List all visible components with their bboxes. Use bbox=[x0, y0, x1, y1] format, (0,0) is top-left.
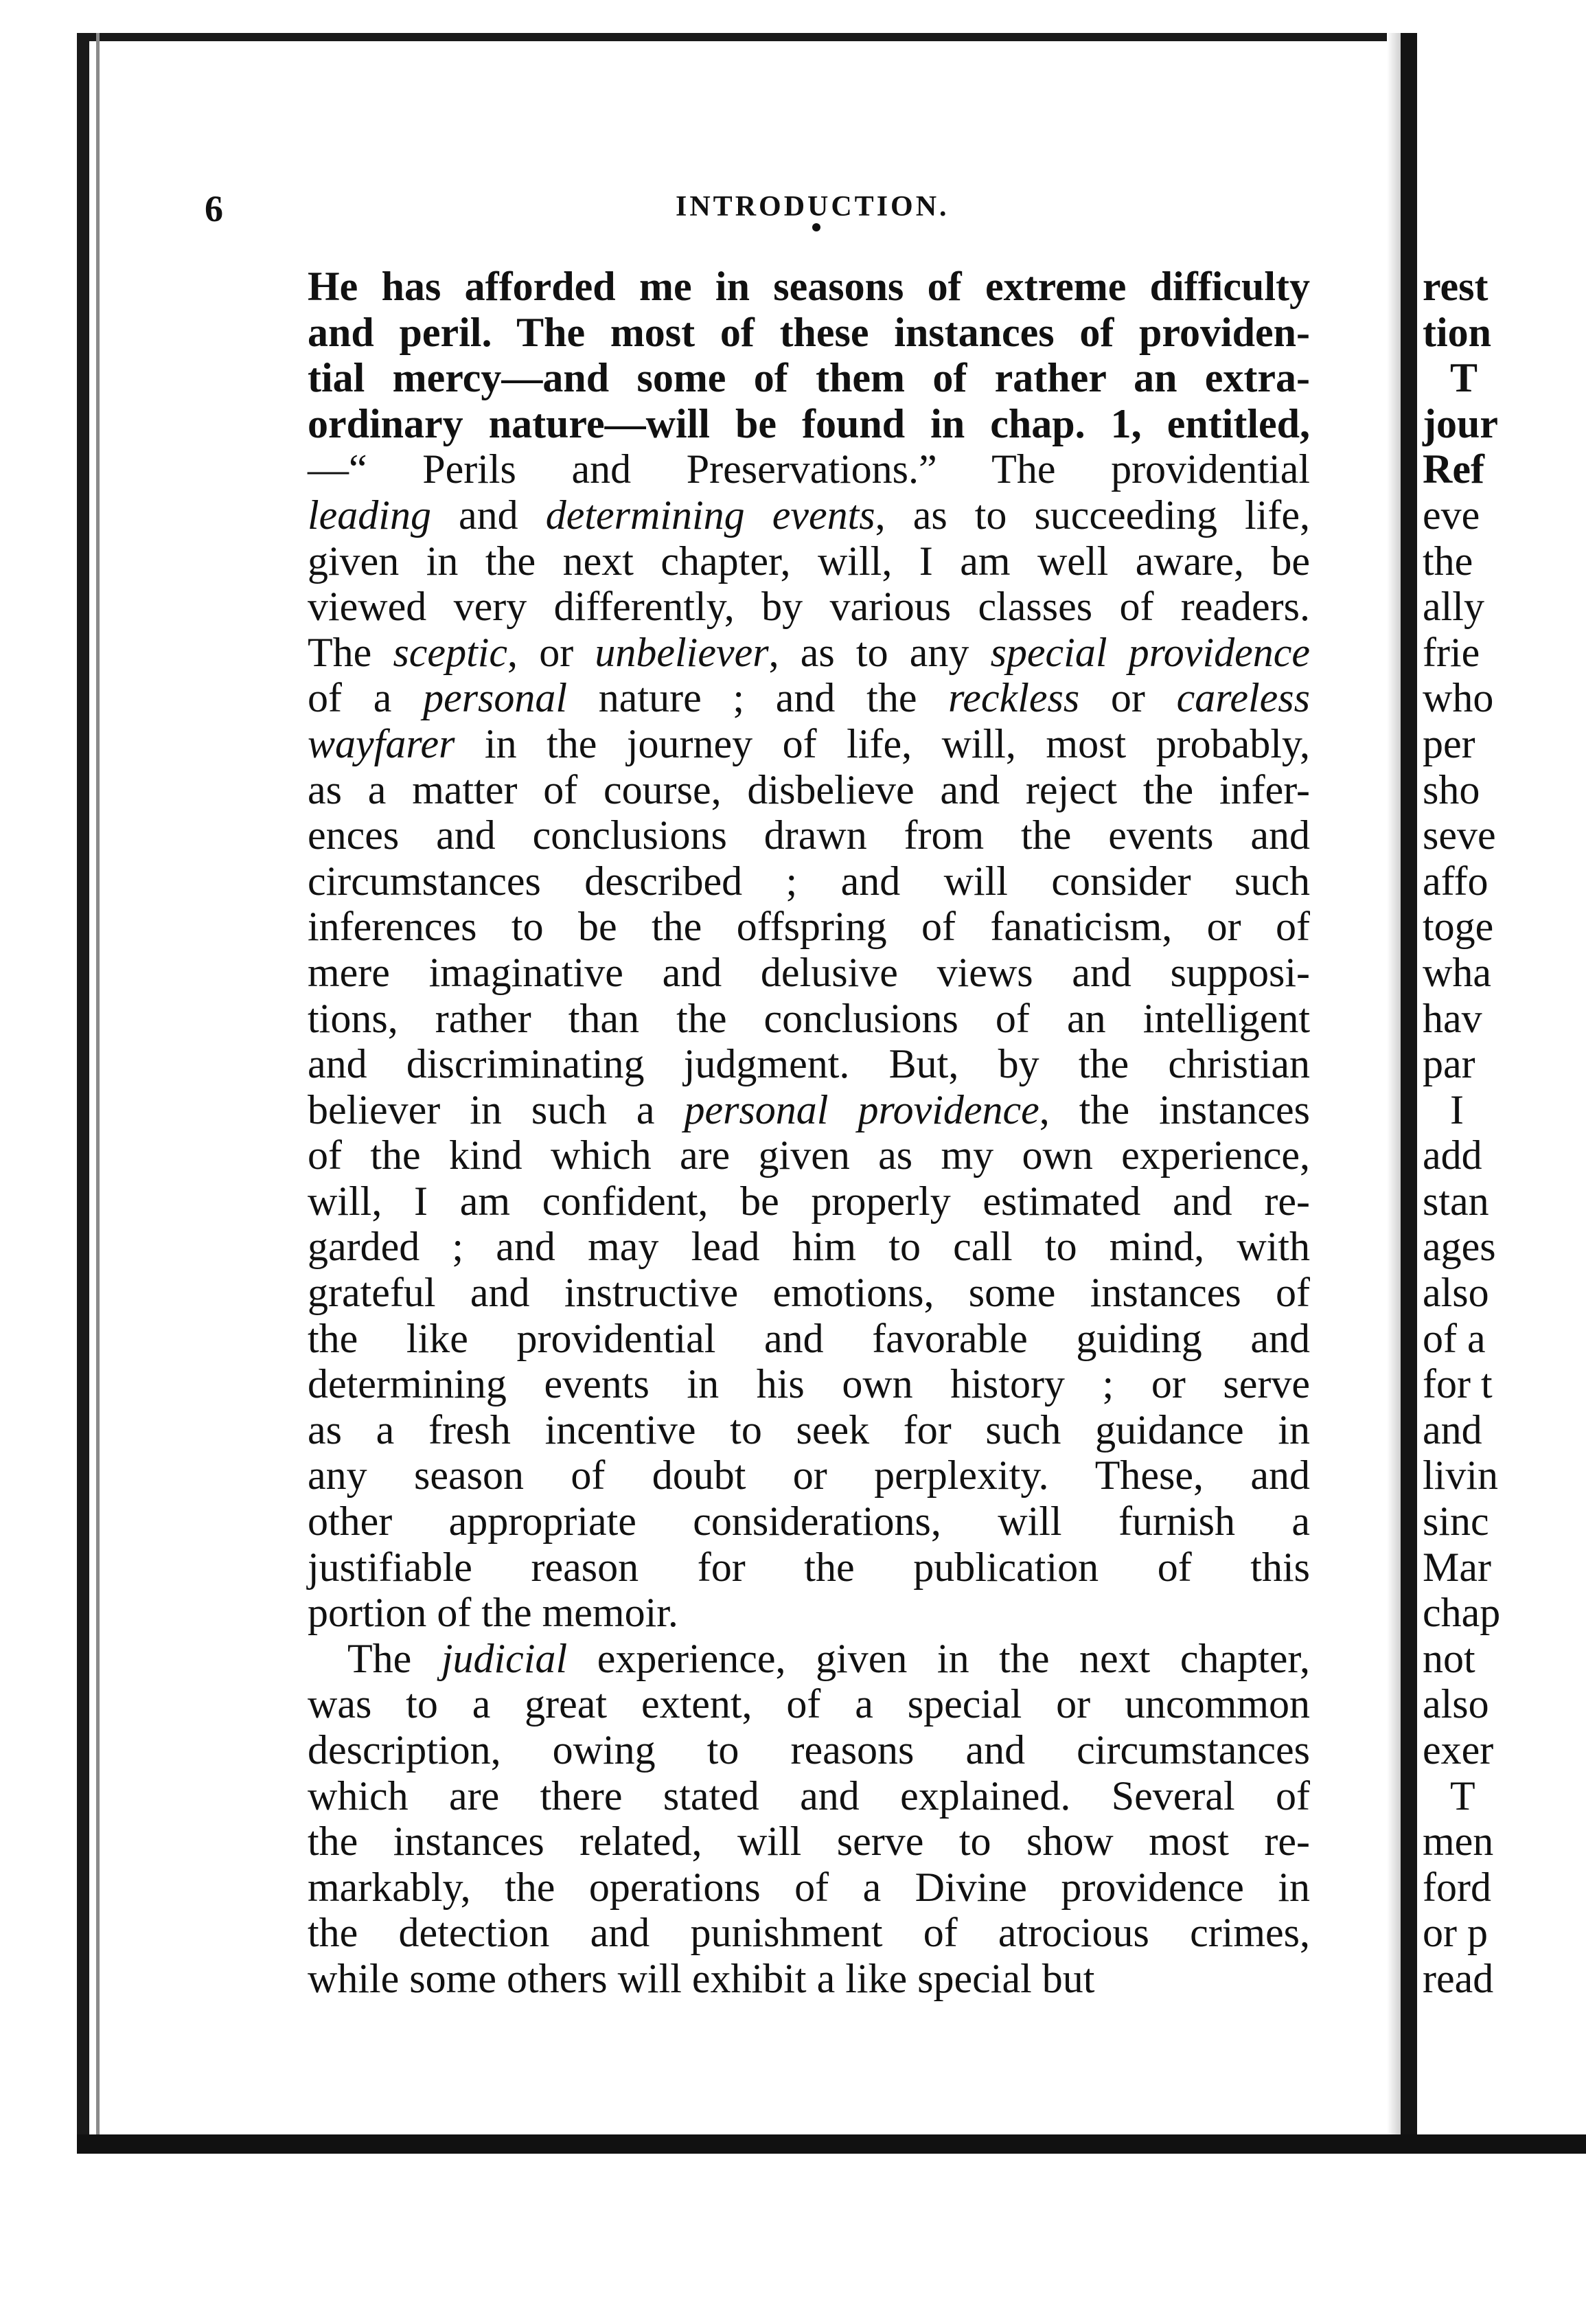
facing-page-fragment: affo bbox=[1423, 858, 1489, 904]
facing-page-fragment: not bbox=[1423, 1635, 1475, 1681]
text-line: grateful and instructive emotions, some instances of bbox=[308, 1270, 1310, 1316]
scan-left-border-edge bbox=[96, 33, 100, 2154]
page-number: 6 bbox=[205, 188, 223, 229]
facing-page-fragment: add bbox=[1423, 1132, 1482, 1178]
facing-page-fragment: hav bbox=[1423, 995, 1482, 1041]
facing-page-fragment: and bbox=[1423, 1406, 1482, 1452]
text-line: the instances related, will serve to show most re- bbox=[308, 1819, 1310, 1865]
text-line: the detection and punishment of atrocious crimes, bbox=[308, 1910, 1310, 1956]
facing-page-fragment: toge bbox=[1423, 904, 1494, 950]
facing-page-fragment: men bbox=[1423, 1819, 1494, 1865]
text-line: ences and conclusions drawn from the events and bbox=[308, 812, 1310, 858]
text-line: wayfarer in the journey of life, will, most probably, bbox=[308, 720, 1310, 766]
text-line: as a fresh incentive to seek for such guidance in bbox=[308, 1406, 1310, 1452]
facing-page-fragment: wha bbox=[1423, 949, 1491, 995]
scan-left-border bbox=[77, 33, 89, 2154]
facing-page-fragment: chap bbox=[1423, 1590, 1501, 1636]
text-line: will, I am confident, be properly estimated and re- bbox=[308, 1178, 1310, 1224]
facing-page-fragment: ally bbox=[1423, 584, 1484, 630]
text-line: portion of the memoir. bbox=[308, 1590, 678, 1636]
facing-page-fragment: for t bbox=[1423, 1361, 1493, 1407]
facing-page-fragment: tion bbox=[1423, 309, 1492, 355]
facing-page-text bbox=[1423, 264, 1500, 2002]
text-line: —“ Perils and Preservations.” The providential bbox=[308, 446, 1310, 492]
facing-page-fragment: eve bbox=[1423, 492, 1480, 538]
text-line: tions, rather than the conclusions of an intelligent bbox=[308, 995, 1310, 1041]
facing-page-fragment: frie bbox=[1423, 629, 1480, 675]
facing-page-fragment: livin bbox=[1423, 1452, 1499, 1499]
text-line: tial mercy—and some of them of rather an extra- bbox=[308, 355, 1310, 401]
book-gutter bbox=[1401, 33, 1417, 2154]
text-line: and discriminating judgment. But, by the christian bbox=[308, 1041, 1310, 1087]
facing-page-fragment: who bbox=[1423, 675, 1494, 721]
text-line: description, owing to reasons and circumstances bbox=[308, 1727, 1310, 1773]
facing-page-fragment: ages bbox=[1423, 1224, 1496, 1270]
body-text bbox=[308, 264, 1310, 2002]
text-line: justifiable reason for the publication of this bbox=[308, 1544, 1310, 1590]
text-line: was to a great extent, of a special or uncommon bbox=[308, 1681, 1310, 1727]
text-line: the like providential and favorable guiding and bbox=[308, 1315, 1310, 1361]
text-line: garded ; and may lead him to call to mind, with bbox=[308, 1224, 1310, 1270]
text-line: as a matter of course, disbelieve and reject the infer- bbox=[308, 766, 1310, 812]
gutter-shadow bbox=[1387, 33, 1401, 2154]
text-line: while some others will exhibit a like special but bbox=[308, 1955, 1095, 2001]
facing-page-fragment: read bbox=[1423, 1955, 1494, 2001]
text-line: He has afforded me in seasons of extreme difficulty bbox=[308, 264, 1310, 309]
running-head bbox=[205, 155, 1317, 229]
text-line: viewed very differently, by various classes of readers. bbox=[308, 584, 1310, 630]
facing-page-fragment: exer bbox=[1423, 1727, 1494, 1773]
text-line: The sceptic, or unbeliever, as to any special providence bbox=[308, 629, 1310, 675]
facing-page-fragment: ford bbox=[1423, 1864, 1491, 1910]
text-line: and peril. The most of these instances of providen- bbox=[308, 309, 1310, 355]
facing-page-fragment: Mar bbox=[1423, 1544, 1491, 1590]
facing-page-fragment: I bbox=[1450, 1086, 1464, 1132]
text-line: leading and determining events, as to succeeding life, bbox=[308, 492, 1310, 538]
scan-bottom-border bbox=[77, 2134, 1586, 2154]
facing-page-fragment: sinc bbox=[1423, 1499, 1489, 1545]
facing-page-fragment: par bbox=[1423, 1041, 1475, 1087]
text-line: mere imaginative and delusive views and supposi- bbox=[308, 949, 1310, 995]
text-line: given in the next chapter, will, I am well aware, be bbox=[308, 538, 1310, 584]
text-line: inferences to be the offspring of fanaticism, or of bbox=[308, 904, 1310, 950]
facing-page-fragment: per bbox=[1423, 720, 1475, 766]
text-line: believer in such a personal providence, the instances bbox=[308, 1086, 1310, 1132]
text-line: other appropriate considerations, will furnish a bbox=[308, 1499, 1310, 1545]
text-line: any season of doubt or perplexity. These, and bbox=[308, 1452, 1310, 1499]
text-line: markably, the operations of a Divine providence in bbox=[308, 1864, 1310, 1910]
facing-page-fragment: of a bbox=[1423, 1315, 1486, 1361]
facing-page-fragment: jour bbox=[1423, 400, 1498, 446]
text-line: circumstances described ; and will consider such bbox=[308, 858, 1310, 904]
facing-page bbox=[1417, 41, 1586, 2134]
facing-page-fragment: T bbox=[1450, 1773, 1475, 1819]
text-line: which are there stated and explained. Several of bbox=[308, 1773, 1310, 1819]
facing-page-fragment: T bbox=[1450, 355, 1478, 401]
facing-page-fragment: Ref bbox=[1423, 446, 1484, 492]
facing-page-fragment: seve bbox=[1423, 812, 1496, 858]
scan-top-border bbox=[77, 33, 1409, 41]
text-line: of a personal nature ; and the reckless or careless bbox=[308, 675, 1310, 721]
text-line: The judicial experience, given in the next chapter, bbox=[347, 1635, 1310, 1681]
facing-page-fragment: the bbox=[1423, 538, 1473, 584]
ornament-dot bbox=[812, 223, 820, 231]
text-line: of the kind which are given as my own experience, bbox=[308, 1132, 1310, 1178]
facing-page-fragment: sho bbox=[1423, 766, 1480, 812]
text-line: ordinary nature—will be found in chap. 1, entitled, bbox=[308, 400, 1310, 446]
facing-page-fragment: stan bbox=[1423, 1178, 1489, 1224]
facing-page-fragment: rest bbox=[1423, 264, 1489, 309]
text-line: determining events in his own history ; or serve bbox=[308, 1361, 1310, 1407]
facing-page-fragment: also bbox=[1423, 1270, 1489, 1316]
running-title: INTRODUCTION. bbox=[676, 191, 950, 223]
facing-page-fragment: or p bbox=[1423, 1910, 1488, 1956]
facing-page-fragment: also bbox=[1423, 1681, 1489, 1727]
